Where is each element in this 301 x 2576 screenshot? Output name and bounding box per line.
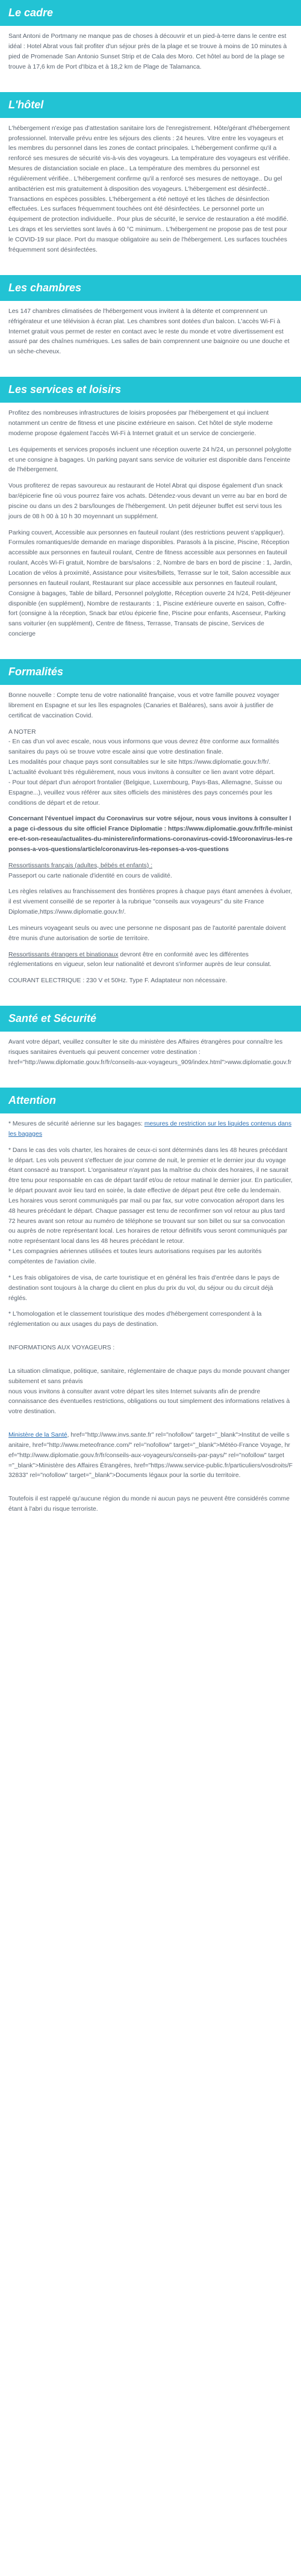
formalites-paragraph-1: Bonne nouvelle : Compte tenu de votre nationalité française, vous et votre famille pouvez voyager librement en Espagne et sur les îles espagnoles (Canaries et Baléares), sans avoir à justifier de certificat de vaccination Covid. bbox=[8, 692, 279, 719]
attention-paragraph-8: Toutefois il est rappelé qu'aucune région du monde ni aucun pays ne peuvent être considérés comme étant à l'abri du risque terroriste. bbox=[8, 1496, 290, 1513]
formalites-french-nationals-label: Ressortissants français (adultes, bébés et enfants) : bbox=[8, 862, 153, 869]
section-body-cadre bbox=[0, 26, 301, 91]
services-paragraph-1: Profitez des nombreuses infrastructures de loisirs proposées par l'hébergement et qui incluent notamment un centre de fitness et une piscine extérieure en saison. Cet hôtel de style moderne moderne propose également l'accès Wi-Fi à Internet gratuit et un service de conciergerie. bbox=[8, 410, 273, 437]
attention-paragraph-6: La situation climatique, politique, sanitaire, réglementaire de chaque pays du monde pouvant changer subitement et sans préavis nous vous invitons à consulter avant votre départ les sites Internet suivants afin de prendre connaissance des éventuelles restrictions, obligations ou tout simplement des informations relatives à votre destination. bbox=[8, 1367, 290, 1416]
formalites-paragraph-5: Les règles relatives au franchissement des frontières propres à chaque pays étant amenées à évoluer, il est vivement conseillé de se reporter à la rubrique "conseils aux voyageurs" du site France Diplomatie,https://www.diplomatie.gouv.fr/. bbox=[8, 888, 293, 916]
section-body-hotel bbox=[0, 118, 301, 275]
services-paragraph-3: Vous profiterez de repas savoureux au restaurant de Hotel Abrat qui dispose également d'un snack bar/épicerie fine où vous pourrez faire vos achats. Détendez-vous devant un verre au bar en bord de piscine ou dans un des 2 bars/lounges de l'hébergement. Un petit déjeuner buffet est servi tous les jours de 08 h 00 à 10 h 30 moyennant un supplément. bbox=[8, 483, 287, 520]
formalites-foreign-nationals-label: Ressortissants étrangers et binationaux bbox=[8, 951, 119, 958]
attention-paragraph-5: INFORMATIONS AUX VOYAGEURS : bbox=[8, 1345, 115, 1352]
formalites-paragraph-6: Les mineurs voyageant seuls ou avec une personne ne disposant pas de l'autorité parentale doivent être munis d'une autorisation de sortie de territoire. bbox=[8, 924, 286, 942]
section-body-formalites bbox=[0, 685, 301, 1006]
services-paragraph-4: Parking couvert, Accessible aux personnes en fauteuil roulant (des restrictions peuvent s'appliquer). Formules romantiques/de demande en mariage disponibles. Parasols à la piscine, Piscine, Réception accessible aux personnes en fauteuil roulant, Centre de fitness accessible aux personnes en fauteuil roulant, Accès Wi-Fi gratuit, Nombre de bars/salons : 2, Nombre de bars en bord de piscine : 1, Jardin, Location de vélos à proximité, Assistance pour visites/billets, Terrasse sur le toit, Salon accessible aux personnes en fauteuil roulant, Restaurant sur place accessible aux personnes en fauteuil roulant, Consigne à bagages, Table de billard, Personnel polyglotte, Réception ouverte 24 h/24, Petit-déjeuner disponible (en supplément), Nombre de restaurants : 1, Piscine extérieure ouverte en saison, Coffre-fort (consigne à la réception, Snack bar et/ou épicerie fine, Piscine pour enfants, Ascenseur, Parking sans voiturier (en supplément), Centre de fitness, Terrasse, Transats de piscine, Services de concierge bbox=[8, 529, 293, 638]
section-title-chambres: Les chambres bbox=[0, 275, 301, 301]
chambres-paragraph: Les 147 chambres climatisées de l'hébergement vous invitent à la détente et comprennent un réfrigérateur et une télévision à écran plat. Les chambres sont dotées d'un balcon. L'accès Wi-Fi à Internet gratuit vous permet de rester en contact avec le reste du monde et votre divertissement est assuré par des chaînes numériques. Les salles de bain comprennent une baignoire ou une douche et un sèche-cheveux. bbox=[8, 308, 290, 356]
hotel-paragraph: L'hébergement n'exige pas d'attestation sanitaire lors de l'enregistrement. Hôte/gérant d'hébergement professionnel. Intervalle prévu entre les séjours des clients : 24 heures. Vitre entre les voyageurs et les membres du personnel dans les zones de contact principales. L'hébergement confirme qu'il a renforcé ses mesures de sécurité vis-à-vis des voyageurs. La température des voyageurs est vérifiée. Mesures de distanciation sociale en place.. La température des membres du personnel est régulièrement vérifiée.. L'hébergement confirme qu'il a renforcé ses mesures de nettoyage.. Du gel antibactérien est mis gratuitement à disposition des voyageurs. L'hébergement est désinfecté.. Transactions en espèces possibles. L'hébergement a été nettoyé et les tâches de désinfection effectuées. Les surfaces fréquemment touchées ont été désinfectées. Le personnel porte un équipement de protection individuelle.. Pour plus de sécurité, le service de restauration a été modifié. Les draps et les serviettes sont lavés à 60 °C minimum.. L'hébergement ne propose pas de test pour le COVID-19 sur place. Port du masque obligatoire au sein de l'hébergement. Les surfaces touchées fréquemment sont désinfectées. bbox=[8, 125, 290, 253]
attention-baggage-label: * Mesures de sécurité aérienne sur les bagages: bbox=[8, 1121, 144, 1127]
sante-paragraph: Avant votre départ, veuillez consulter le site du ministère des Affaires étrangères pour connaître les risques sanitaires éventuels qui peuvent concerner votre destination : href="http://www.diplomatie.gouv.fr/fr/conseils-aux-voyageurs_909/index.html">www.diplomatie.gouv.fr bbox=[8, 1039, 292, 1066]
formalites-paragraph-3: Concernant l'éventuel impact du Coronavirus sur votre séjour, nous vous invitons à consulter la page ci-dessous du site officiel France Diplomatie : https://www.diplomatie.gouv.fr/fr/le-ministere-et-son-reseau/actualites-du-ministere/informations-coronavirus-covid-19/coronavirus-les-reponses-a-vos-questions/article/coronavirus-les-reponses-a-vos-questions bbox=[8, 816, 293, 853]
attention-paragraph-3: * Les frais obligatoires de visa, de carte touristique et en général les frais d'entrée dans le pays de destination sont toujours à la charge du client en plus du prix du vol, du séjour ou du circuit déjà réglés. bbox=[8, 1274, 280, 1302]
services-paragraph-2: Les équipements et services proposés incluent une réception ouverte 24 h/24, un personnel polyglotte et une consigne à bagages. Un parking payant sans service de voiturier est disponible dans l'enceinte de l'hébergement. bbox=[8, 446, 292, 474]
formalites-paragraph-7 bbox=[8, 950, 293, 971]
section-title-cadre: Le cadre bbox=[0, 0, 301, 26]
liquids-restriction-link[interactable]: mesures de restriction sur les liquides contenus dans les bagages bbox=[8, 1121, 292, 1138]
section-body-attention bbox=[0, 1113, 301, 1534]
attention-links-text: , href="http://www.invs.sante.fr" rel="nofollow" target="_blank">Institut de veille sanitaire, href="http://www.meteofrance.com/" rel="nofollow" target="_blank">Météo-France Voyage, href="http://www.diplomatie.gouv.fr/fr/conseils-aux-voyageurs/conseils-par-pays/" rel="nofollow" target="_blank">Ministère des Affaires Étrangères, href="https://www.service-public.fr/particuliers/vosdroits/F32833" rel="nofollow" target="_blank">Documents légaux pour la sortie du territoire. bbox=[8, 1432, 293, 1479]
formalites-french-nationals-text: Passeport ou carte nationale d'identité en cours de validité. bbox=[8, 872, 172, 879]
attention-paragraph-2: * Dans le cas des vols charter, les horaires de ceux-ci sont déterminés dans les 48 heures précédant le départ. Les vols peuvent s'effectuer de jour comme de nuit, le premier et le dernier jour du voyage étant consacré au transport. L'organisateur n'ayant pas la maîtrise du choix des horaires, il ne saurait être tenu pour responsable en cas de départ tardif et/ou de retour matinal le dernier jour. En particulier, le départ pouvant avoir lieu tard en soirée, la date effective de départ peut être celle du lendemain. Les horaires vous seront communiqués par mail ou par fax, sur votre convocation aéroport dans les 48 heures précédant le départ. Chaque passager est tenu de reconfirmer son vol retour au plus tard 72 heures avant son retour au numéro de téléphone se trouvant sur son billet ou sur sa convocation ou auprès de notre représentant local. Les horaires de retour définitifs vous seront communiqués par notre représentant local dans les 48 heures précédant le retour. * Les compagnies aériennes utilisées et toutes leurs autorisations requises par les autorités compétentes de l'aviation civile. bbox=[8, 1147, 293, 1265]
formalites-paragraph-4 bbox=[8, 861, 293, 882]
ministere-sante-link[interactable]: Ministère de la Santé bbox=[8, 1432, 67, 1439]
section-title-hotel: L'hôtel bbox=[0, 92, 301, 118]
attention-paragraph-1 bbox=[8, 1119, 293, 1140]
section-title-sante: Santé et Sécurité bbox=[0, 1006, 301, 1032]
section-body-services bbox=[0, 403, 301, 659]
section-body-sante bbox=[0, 1032, 301, 1088]
formalites-paragraph-8: COURANT ELECTRIQUE : 230 V et 50Hz. Type F. Adaptateur non nécessaire. bbox=[8, 977, 228, 985]
cadre-paragraph: Sant Antoni de Portmany ne manque pas de choses à découvrir et un pied-à-terre dans le centre est idéal : Hotel Abrat vous fait profiter d'un séjour près de la plage et se trouve à moins de 10 minutes à pied de Promenade San Antonio Sunset Strip et de Cala des Moro. Cet hôtel au bord de la plage se trouve à 17,6 km de Port d'Ibiza et à 18,2 km de Plage de Talamanca. bbox=[8, 33, 287, 70]
section-title-attention: Attention bbox=[0, 1088, 301, 1113]
section-title-formalites: Formalités bbox=[0, 659, 301, 685]
section-title-services: Les services et loisirs bbox=[0, 377, 301, 403]
attention-paragraph-7 bbox=[8, 1431, 293, 1481]
section-body-chambres bbox=[0, 301, 301, 377]
formalites-foreign-nationals-text: devront être en conformité avec les différentes réglementations en vigueur, selon leur nationalité et devront s'informer auprès de leur consulat. bbox=[8, 951, 272, 968]
attention-paragraph-4: * L'homologation et le classement touristique des modes d'hébergement correspondent à la réglementation ou aux usages du pays de destination. bbox=[8, 1311, 262, 1328]
formalites-paragraph-2: A NOTER - En cas d'un vol avec escale, nous vous informons que vous devrez être conforme aux formalités sanitaires du pays où se trouve votre escale ainsi que votre destination finale. Les modalités pour chaque pays sont consultables sur le site https://www.diplomatie.gouv.fr/fr/. L'actualité évoluant très régulièrement, nous vous invitons à consulter ce lien avant votre départ. - Pour tout départ d'un aéroport frontalier (Belgique, Luxembourg, Pays-Bas, Allemagne, Suisse ou Espagne...), veuillez vous référer aux sites officiels des ministères des pays concernés pour les conditions de départ et de retour. bbox=[8, 728, 282, 807]
